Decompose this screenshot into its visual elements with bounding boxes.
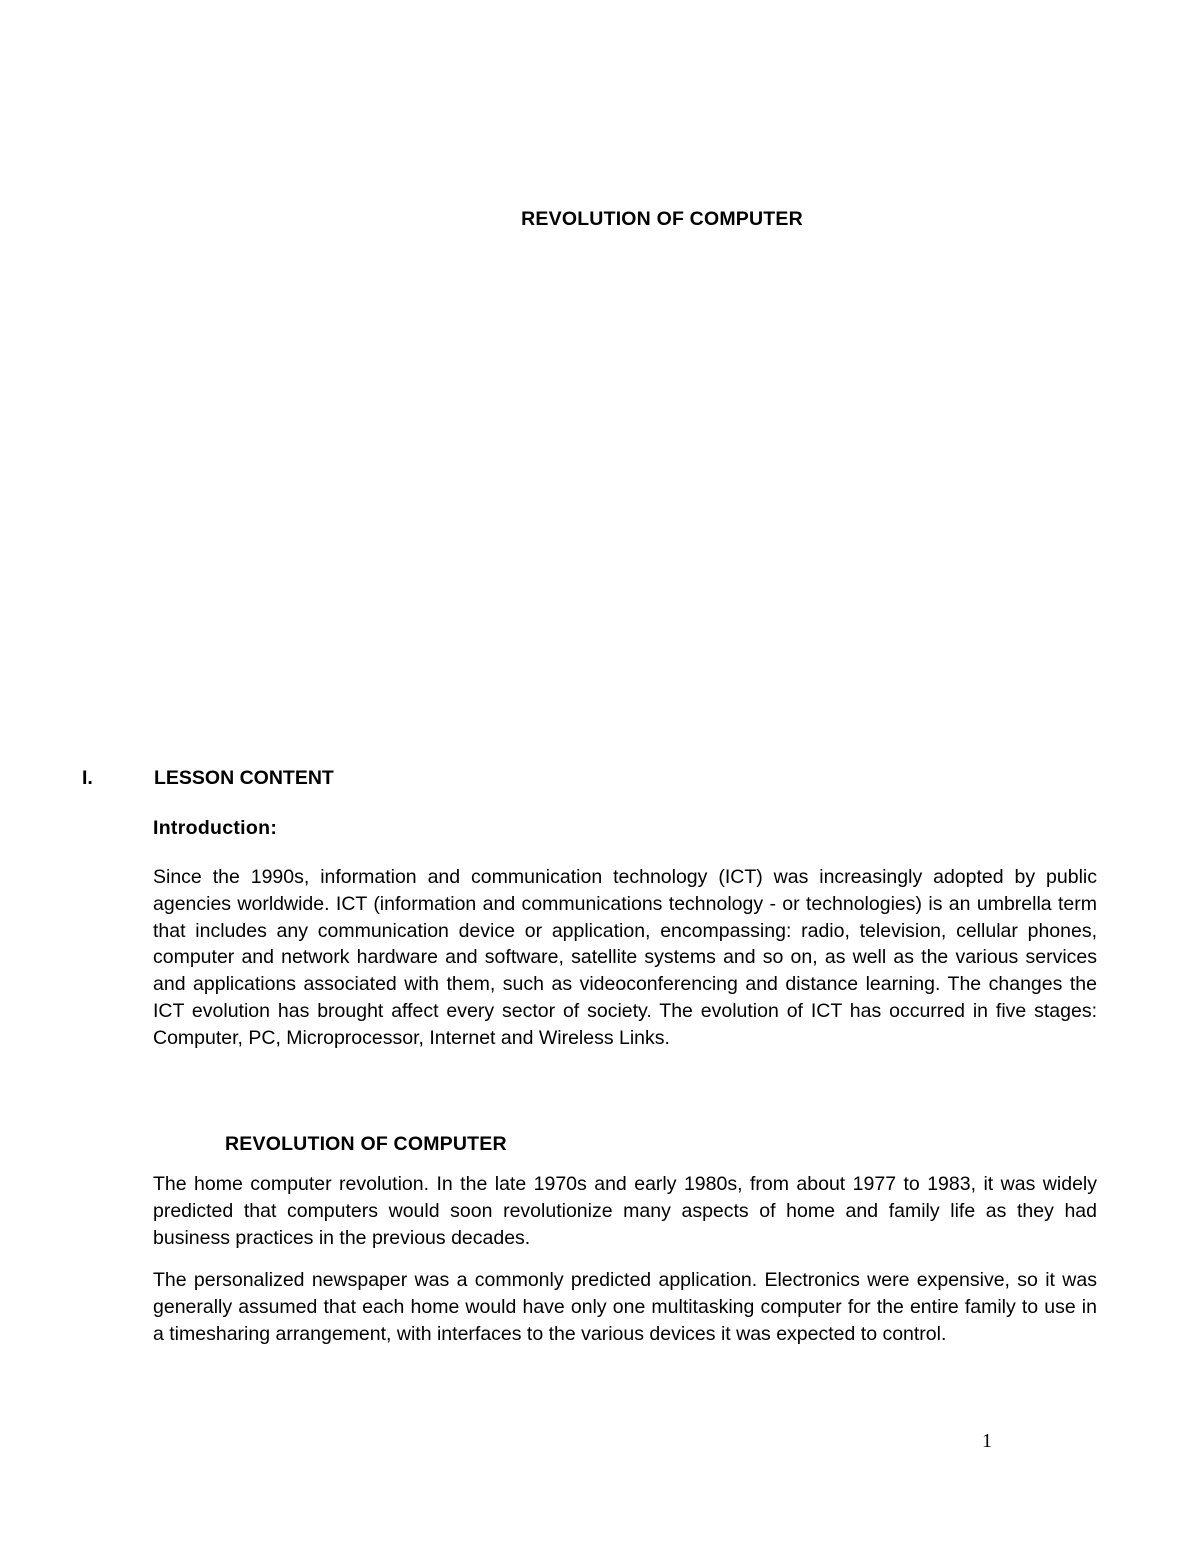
revolution-heading: REVOLUTION OF COMPUTER [225, 1133, 507, 1155]
home-computer-paragraph: The home computer revolution. In the late 1970s and early 1980s, from about 1977 to 1983, it was widely predicted that computers would soon revolutionize many aspects of home and family life as they had business practices in the previous decades. [153, 1173, 1097, 1249]
document-title: REVOLUTION OF COMPUTER [521, 208, 803, 230]
page-number: 1 [982, 1430, 992, 1452]
personalized-newspaper-paragraph: The personalized newspaper was a commonly predicted application. Electronics were expensive, so it was generally assumed that each home would have only one multitasking computer for the entire family to use in a timesharing arrangement, with interfaces to the various devices it was expected to control. [153, 1269, 1097, 1345]
introduction-heading: Introduction: [153, 817, 278, 839]
section-heading-row [82, 767, 334, 790]
introduction-paragraph: Since the 1990s, information and communication technology (ICT) was increasingly adopted by public agencies worldwide. ICT (information and communications technology - or technologies) is an umbrella term that includes any communication device or application, encompassing: radio, television, cellular phones, computer and network hardware and software, satellite systems and so on, as well as the various services and applications associated with them, such as videoconferencing and distance learning. The changes the ICT evolution has brought affect every sector of society. The evolution of ICT has occurred in five stages: Computer, PC, Microprocessor, Internet and Wireless Links. [153, 866, 1097, 1049]
section-heading: LESSON CONTENT [154, 767, 334, 789]
section-numeral: I. [82, 767, 93, 789]
